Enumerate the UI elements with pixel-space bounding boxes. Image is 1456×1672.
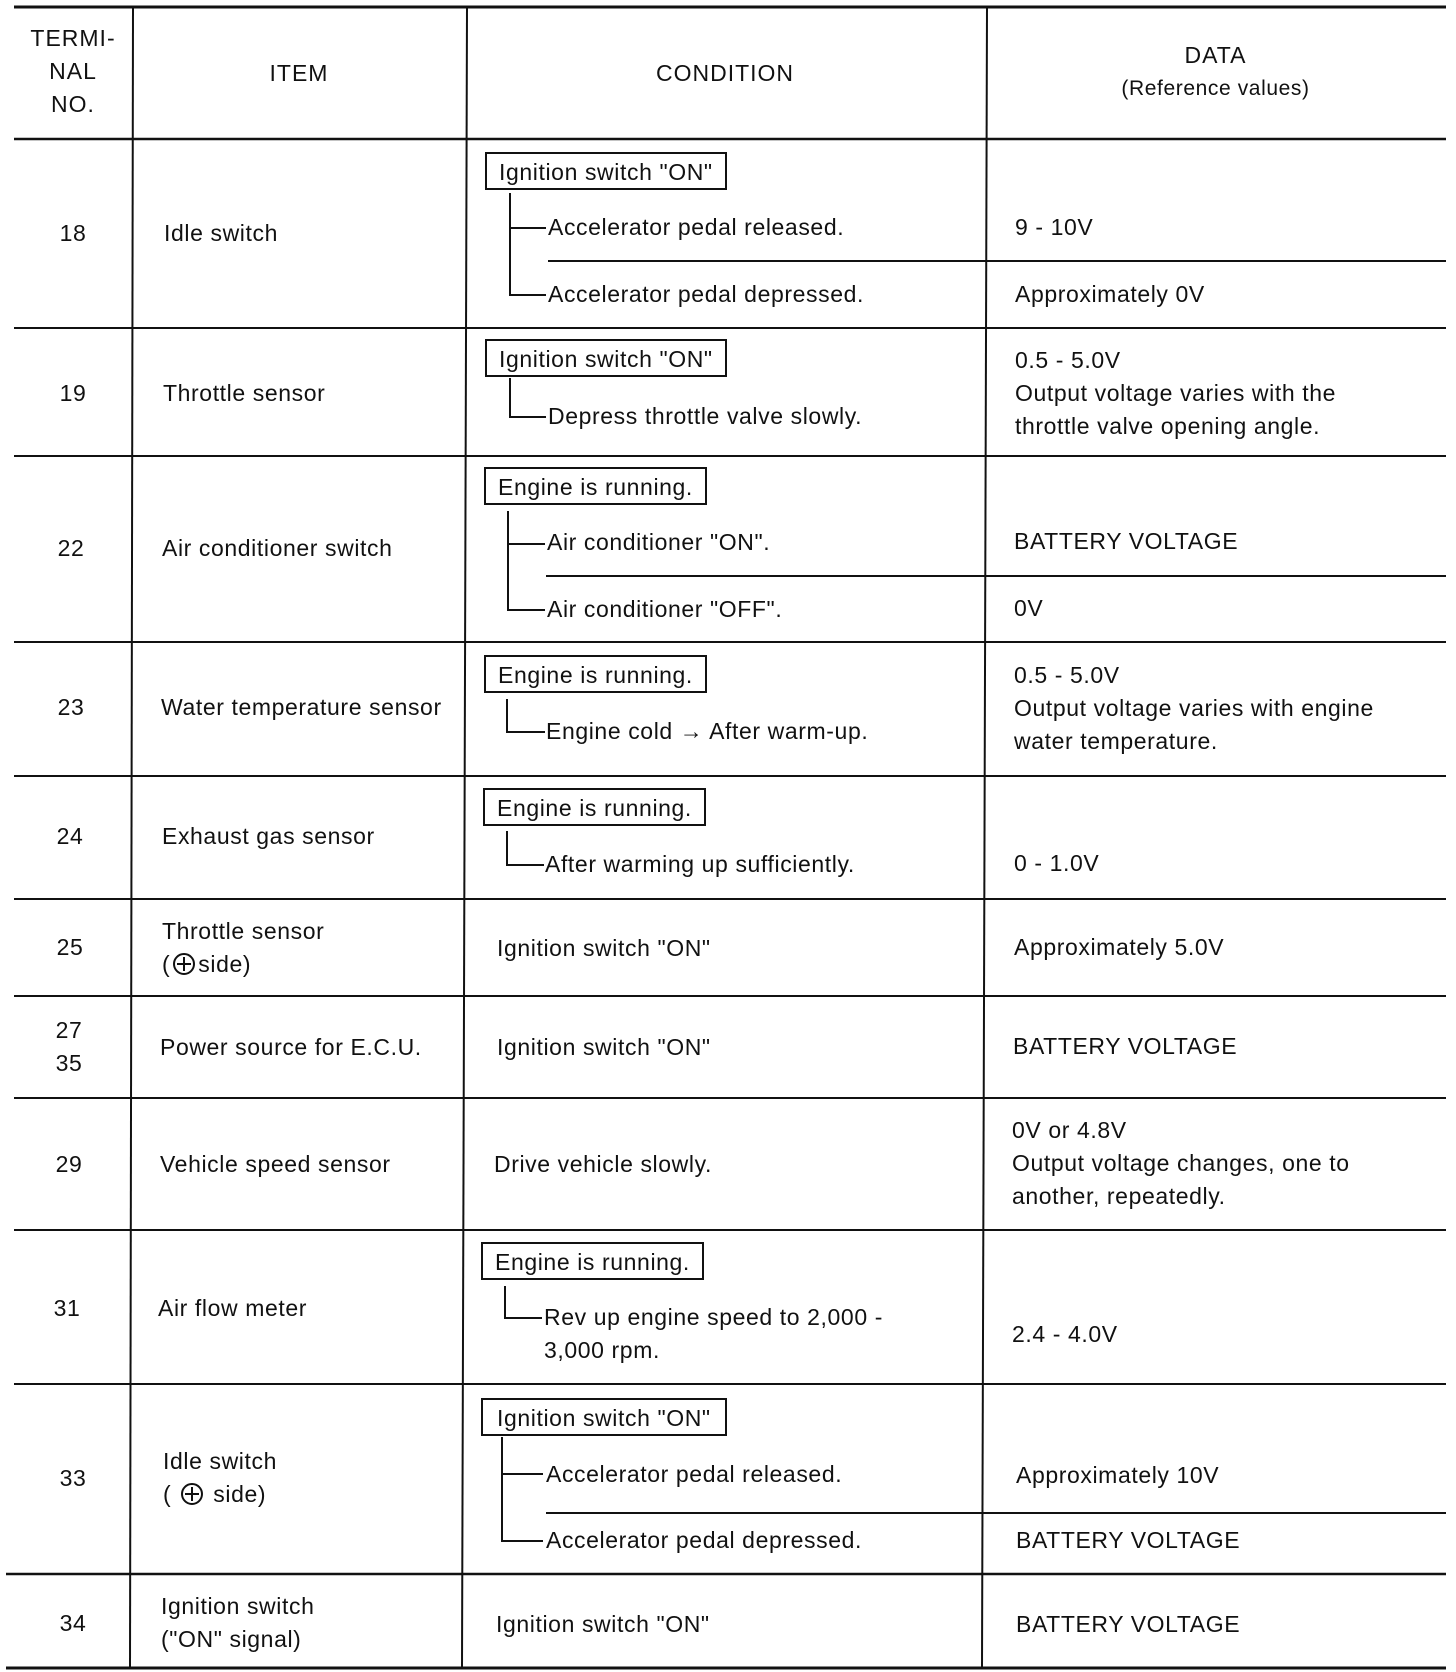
row-31-condition-box: Engine is running.	[481, 1242, 704, 1280]
row-33-item-paren: (	[163, 1481, 172, 1507]
row-34-condition: Ignition switch "ON"	[496, 1611, 710, 1637]
row-35-terminal: 35	[55, 1050, 83, 1076]
row-29-data-line-1: 0V or 4.8V	[1012, 1117, 1127, 1143]
row-33-item-side: side)	[213, 1481, 267, 1507]
row-19-item: Throttle sensor	[163, 380, 326, 406]
row-29-item: Vehicle speed sensor	[160, 1151, 391, 1177]
row-23-data-line-3: water temperature.	[1014, 728, 1218, 754]
row-31-item: Air flow meter	[158, 1295, 307, 1321]
row-25-item-side: side)	[198, 951, 252, 977]
row-22-condition-1: Air conditioner "ON".	[547, 529, 771, 555]
row-18-data-2: Approximately 0V	[1015, 281, 1205, 307]
row-23-data-line-2: Output voltage varies with engine	[1014, 695, 1374, 721]
row-22-condition-box: Engine is running.	[484, 467, 707, 505]
row-27-35-item: Power source for E.C.U.	[160, 1034, 422, 1060]
row-19-condition-box: Ignition switch "ON"	[485, 339, 727, 377]
row-27-35-terminal	[10, 1014, 128, 1080]
row-34-terminal: 34	[59, 1610, 87, 1636]
row-19-data-line-1: 0.5 - 5.0V	[1015, 347, 1121, 373]
row-19-data-line-3: throttle valve opening angle.	[1015, 413, 1321, 439]
row-31-terminal: 31	[53, 1295, 81, 1321]
row-18-data-1: 9 - 10V	[1015, 214, 1094, 240]
row-25-data-1: Approximately 5.0V	[1014, 934, 1225, 960]
row-29-data-line-2: Output voltage changes, one to	[1012, 1150, 1350, 1176]
row-31-condition-line-1: Rev up engine speed to 2,000 -	[544, 1304, 883, 1330]
row-33-data-1: Approximately 10V	[1016, 1462, 1220, 1488]
row-18-condition-box: Ignition switch "ON"	[485, 152, 727, 190]
header-item: ITEM	[269, 60, 329, 86]
row-25-item-paren: (	[162, 951, 171, 977]
row-18-condition-2: Accelerator pedal depressed.	[548, 281, 864, 307]
row-19-data-line-2: Output voltage varies with the	[1015, 380, 1336, 406]
row-18-item: Idle switch	[164, 220, 278, 246]
row-27-terminal: 27	[55, 1017, 83, 1043]
header-terminal-line-2: NAL	[49, 58, 97, 84]
row-24-condition-box: Engine is running.	[483, 788, 706, 826]
row-18-terminal: 18	[59, 220, 87, 246]
header-condition: CONDITION	[655, 60, 795, 86]
row-25-item-line-2	[162, 948, 251, 981]
row-33-condition-2: Accelerator pedal depressed.	[546, 1527, 862, 1553]
header-terminal-line-3: NO.	[51, 91, 95, 117]
row-33-condition-1: Accelerator pedal released.	[546, 1461, 843, 1487]
row-22-data-1: BATTERY VOLTAGE	[1014, 528, 1239, 554]
row-33-item-line-1: Idle switch	[163, 1448, 277, 1474]
row-22-item: Air conditioner switch	[162, 535, 393, 561]
row-23-condition-1: Engine cold → After warm-up.	[546, 718, 869, 744]
row-31-data-1: 2.4 - 4.0V	[1012, 1321, 1118, 1347]
row-23-terminal: 23	[57, 694, 85, 720]
row-27-35-data-1: BATTERY VOLTAGE	[1013, 1033, 1238, 1059]
row-33-terminal: 33	[59, 1465, 87, 1491]
row-23-condition-box: Engine is running.	[484, 655, 707, 693]
row-24-condition-1: After warming up sufficiently.	[545, 851, 855, 877]
row-25-terminal: 25	[56, 934, 84, 960]
row-29-condition: Drive vehicle slowly.	[494, 1151, 712, 1177]
header-data-subtitle: (Reference values)	[1121, 77, 1310, 100]
row-19-condition-1: Depress throttle valve slowly.	[548, 403, 863, 429]
plus-circle-icon	[181, 1483, 203, 1505]
header-data	[988, 39, 1443, 105]
row-29-data-line-3: another, repeatedly.	[1012, 1183, 1226, 1209]
row-34-item-line-1: Ignition switch	[161, 1593, 315, 1619]
row-22-data-2: 0V	[1014, 595, 1044, 621]
row-34-item-line-2: ("ON" signal)	[161, 1626, 302, 1652]
row-24-data-1: 0 - 1.0V	[1014, 850, 1100, 876]
row-33-condition-box: Ignition switch "ON"	[481, 1398, 727, 1436]
row-25-condition: Ignition switch "ON"	[497, 935, 711, 961]
row-33-item-line-2	[163, 1478, 266, 1511]
header-terminal-line-1: TERMI-	[30, 25, 116, 51]
row-31-condition-line-2: 3,000 rpm.	[544, 1337, 660, 1363]
row-24-item: Exhaust gas sensor	[162, 823, 375, 849]
row-29-terminal: 29	[55, 1151, 83, 1177]
plus-circle-icon	[173, 953, 195, 975]
row-27-35-condition: Ignition switch "ON"	[497, 1034, 711, 1060]
header-terminal	[14, 22, 132, 121]
row-24-terminal: 24	[56, 823, 84, 849]
row-22-condition-2: Air conditioner "OFF".	[547, 596, 783, 622]
row-19-terminal: 19	[59, 380, 87, 406]
row-33-data-2: BATTERY VOLTAGE	[1016, 1527, 1241, 1553]
row-23-item: Water temperature sensor	[161, 694, 442, 720]
row-34-data-1: BATTERY VOLTAGE	[1016, 1611, 1241, 1637]
row-23-data-line-1: 0.5 - 5.0V	[1014, 662, 1120, 688]
row-18-condition-1: Accelerator pedal released.	[548, 214, 845, 240]
header-data-title: DATA	[1184, 42, 1247, 68]
row-25-item-line-1: Throttle sensor	[162, 918, 325, 944]
row-22-terminal: 22	[57, 535, 85, 561]
